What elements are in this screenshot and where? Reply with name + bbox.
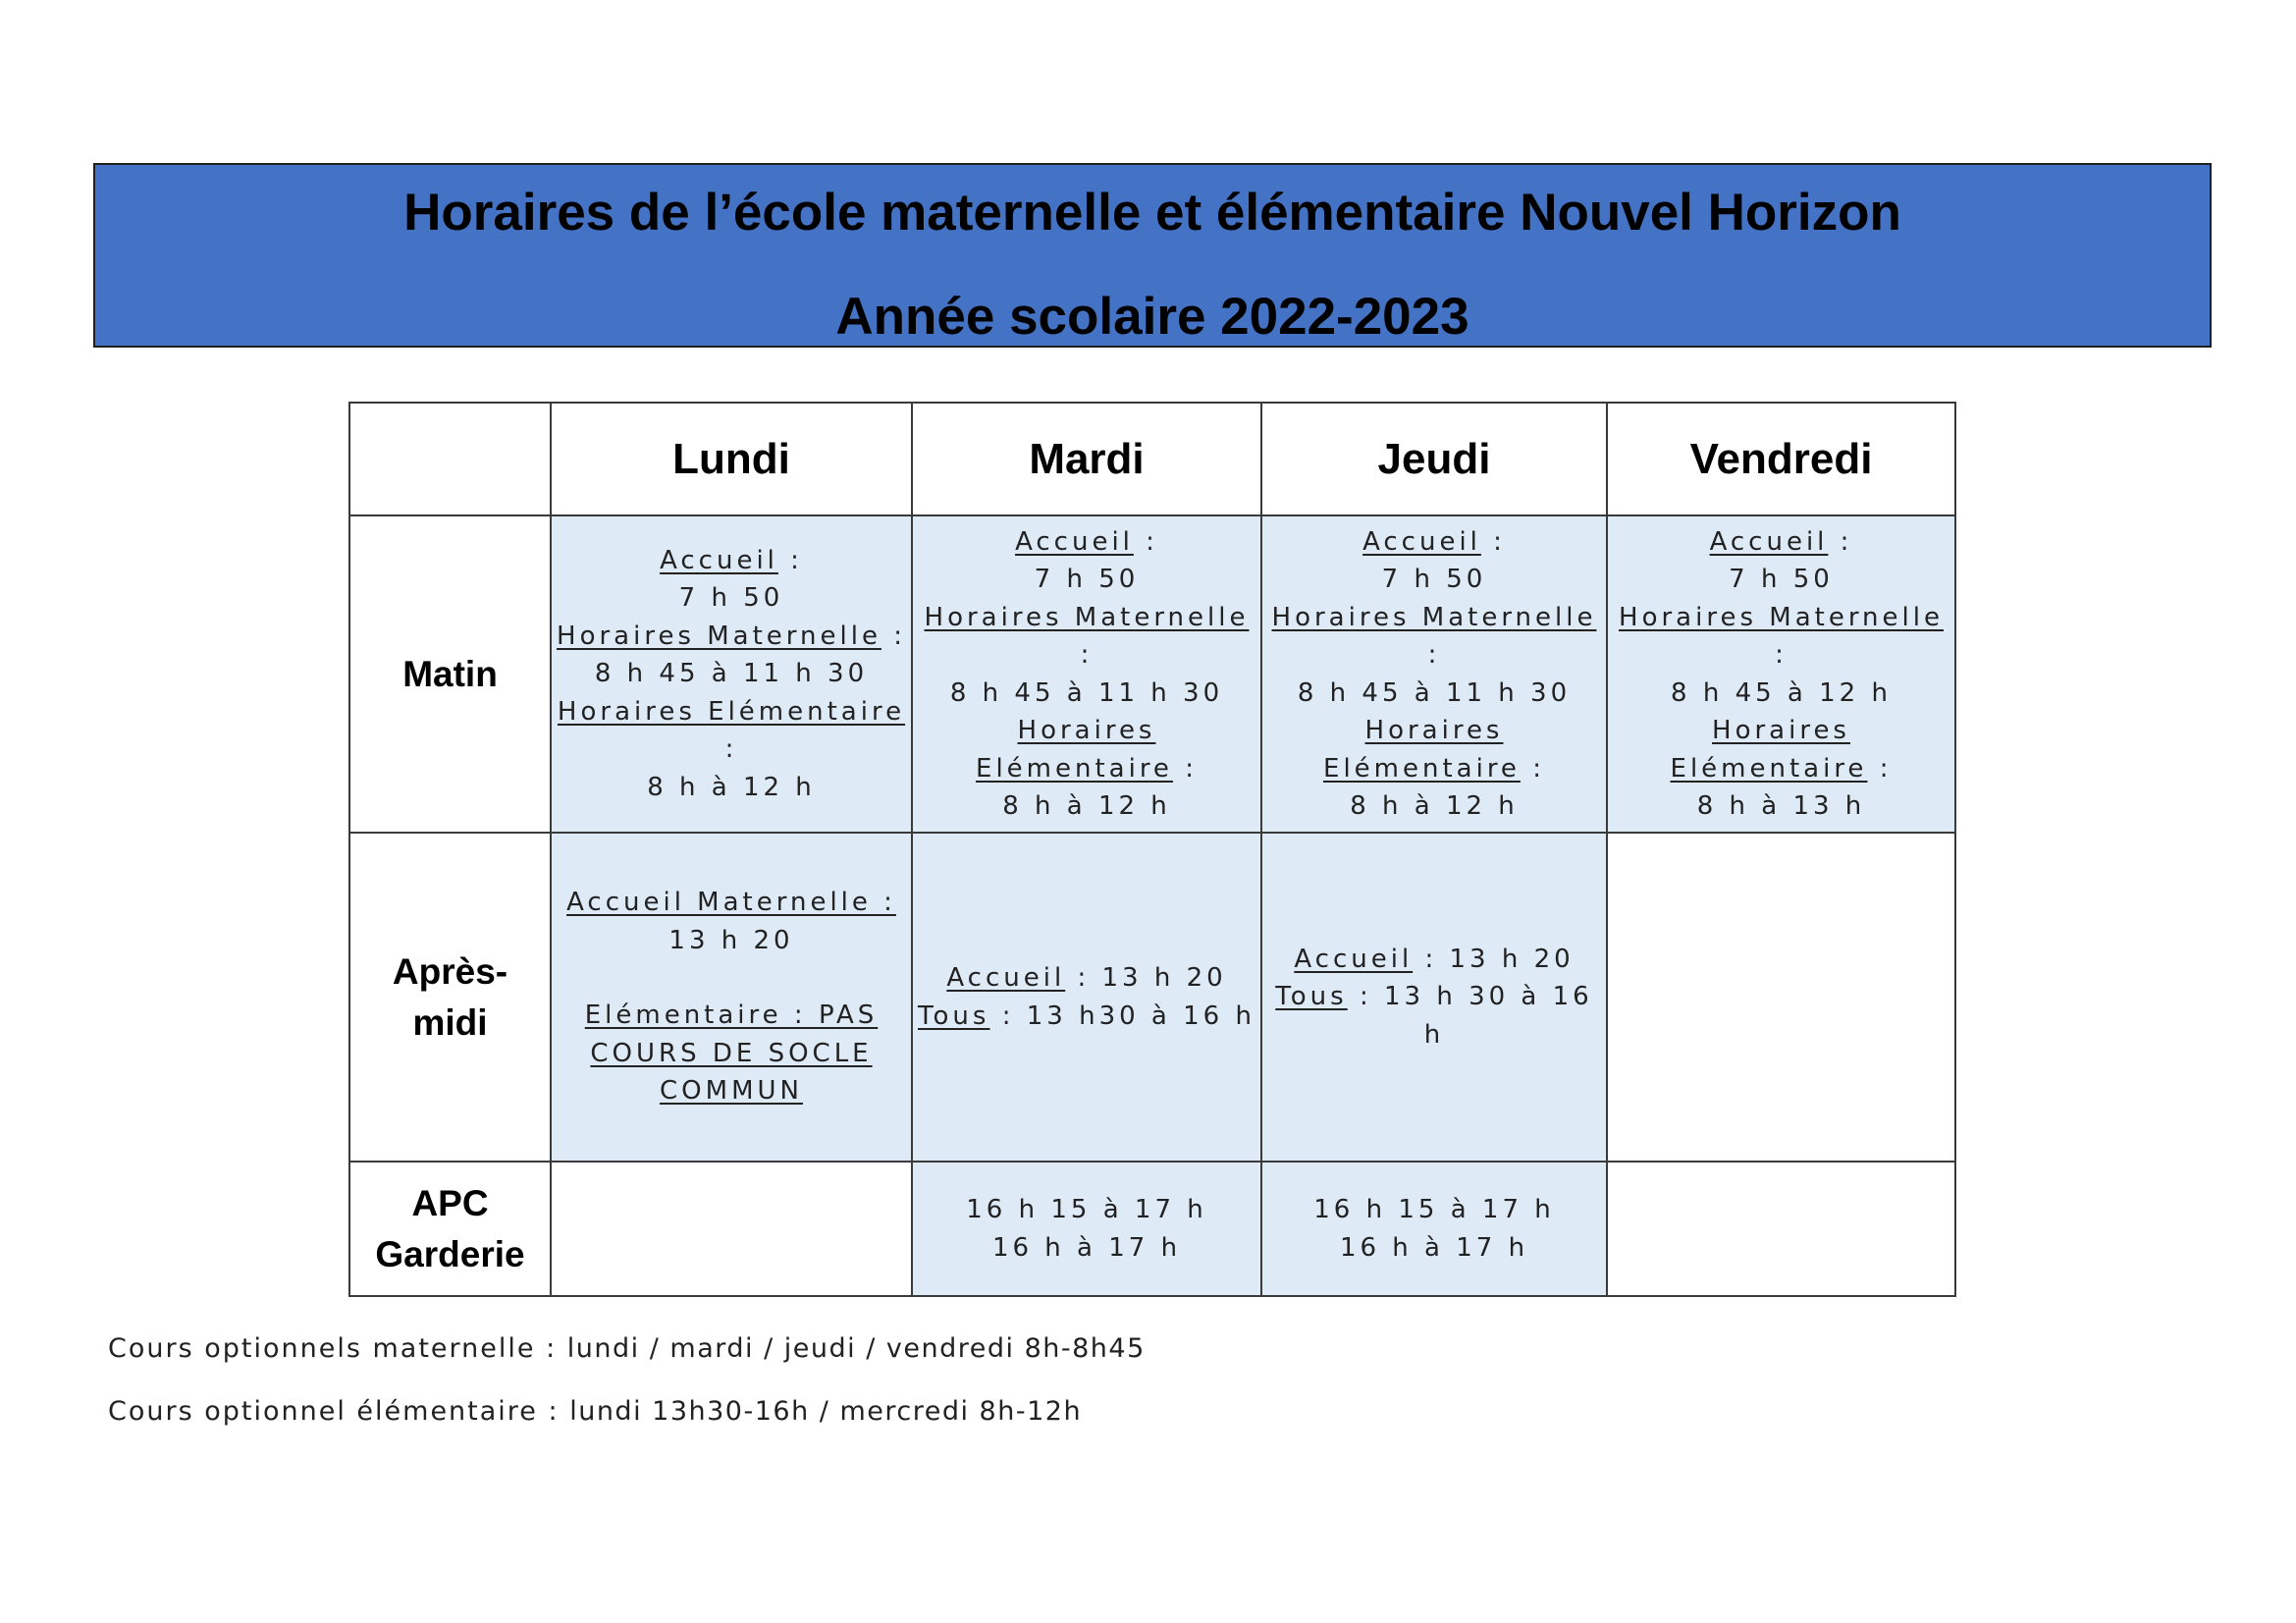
cell-apc-vendredi — [1607, 1162, 1955, 1296]
row-label-apc: APC Garderie — [349, 1162, 551, 1296]
page-subtitle: Année scolaire 2022-2023 — [835, 288, 1469, 346]
cell-apc-mardi: 16 h 15 à 17 h 16 h à 17 h — [912, 1162, 1261, 1296]
note-elementaire-value: lundi 13h30-16h / mercredi 8h-12h — [569, 1396, 1083, 1427]
cell-matin-jeudi: Accueil : 7 h 50 Horaires Maternelle : 8 h 45 à 11 h 30 Horaires Elémentaire : 8 h à 12 h — [1261, 515, 1607, 833]
day-header-mardi: Mardi — [912, 403, 1261, 515]
row-matin — [349, 515, 1955, 833]
cell-apc-lundi — [551, 1162, 912, 1296]
row-label-apresmidi: Après- midi — [349, 833, 551, 1162]
cell-apc-jeudi: 16 h 15 à 17 h 16 h à 17 h — [1261, 1162, 1607, 1296]
day-header-vendredi: Vendredi — [1607, 403, 1955, 515]
cell-matin-lundi: Accueil : 7 h 50 Horaires Maternelle : 8 h 45 à 11 h 30 Horaires Elémentaire : 8 h à 12 h — [551, 515, 912, 833]
note-elementaire — [108, 1396, 1082, 1427]
cell-matin-vendredi: Accueil : 7 h 50 Horaires Maternelle : 8 h 45 à 12 h Horaires Elémentaire : 8 h à 13 h — [1607, 515, 1955, 833]
schedule-table — [348, 402, 1956, 1297]
note-maternelle-value: lundi / mardi / jeudi / vendredi 8h-8h45 — [566, 1333, 1146, 1364]
cell-apresmidi-lundi: Accueil Maternelle : 13 h 20 Elémentaire : PAS COURS DE SOCLE COMMUN — [551, 833, 912, 1162]
day-header-lundi: Lundi — [551, 403, 912, 515]
title-banner — [93, 163, 2212, 348]
corner-cell — [349, 403, 551, 515]
cell-matin-mardi: Accueil : 7 h 50 Horaires Maternelle : 8 h 45 à 11 h 30 Horaires Elémentaire : 8 h à 12 h — [912, 515, 1261, 833]
row-apc — [349, 1162, 1955, 1296]
note-elementaire-label: Cours optionnel élémentaire : — [108, 1396, 560, 1427]
row-label-matin: Matin — [349, 515, 551, 833]
note-maternelle-label: Cours optionnels maternelle : — [108, 1333, 558, 1364]
page-title: Horaires de l’école maternelle et élémentaire Nouvel Horizon — [403, 184, 1901, 242]
cell-apresmidi-mardi: Accueil : 13 h 20 Tous : 13 h30 à 16 h — [912, 833, 1261, 1162]
cell-apresmidi-vendredi — [1607, 833, 1955, 1162]
header-row — [349, 403, 1955, 515]
row-apresmidi — [349, 833, 1955, 1162]
cell-apresmidi-jeudi: Accueil : 13 h 20 Tous : 13 h 30 à 16 h — [1261, 833, 1607, 1162]
day-header-jeudi: Jeudi — [1261, 403, 1607, 515]
note-maternelle — [108, 1333, 1146, 1364]
